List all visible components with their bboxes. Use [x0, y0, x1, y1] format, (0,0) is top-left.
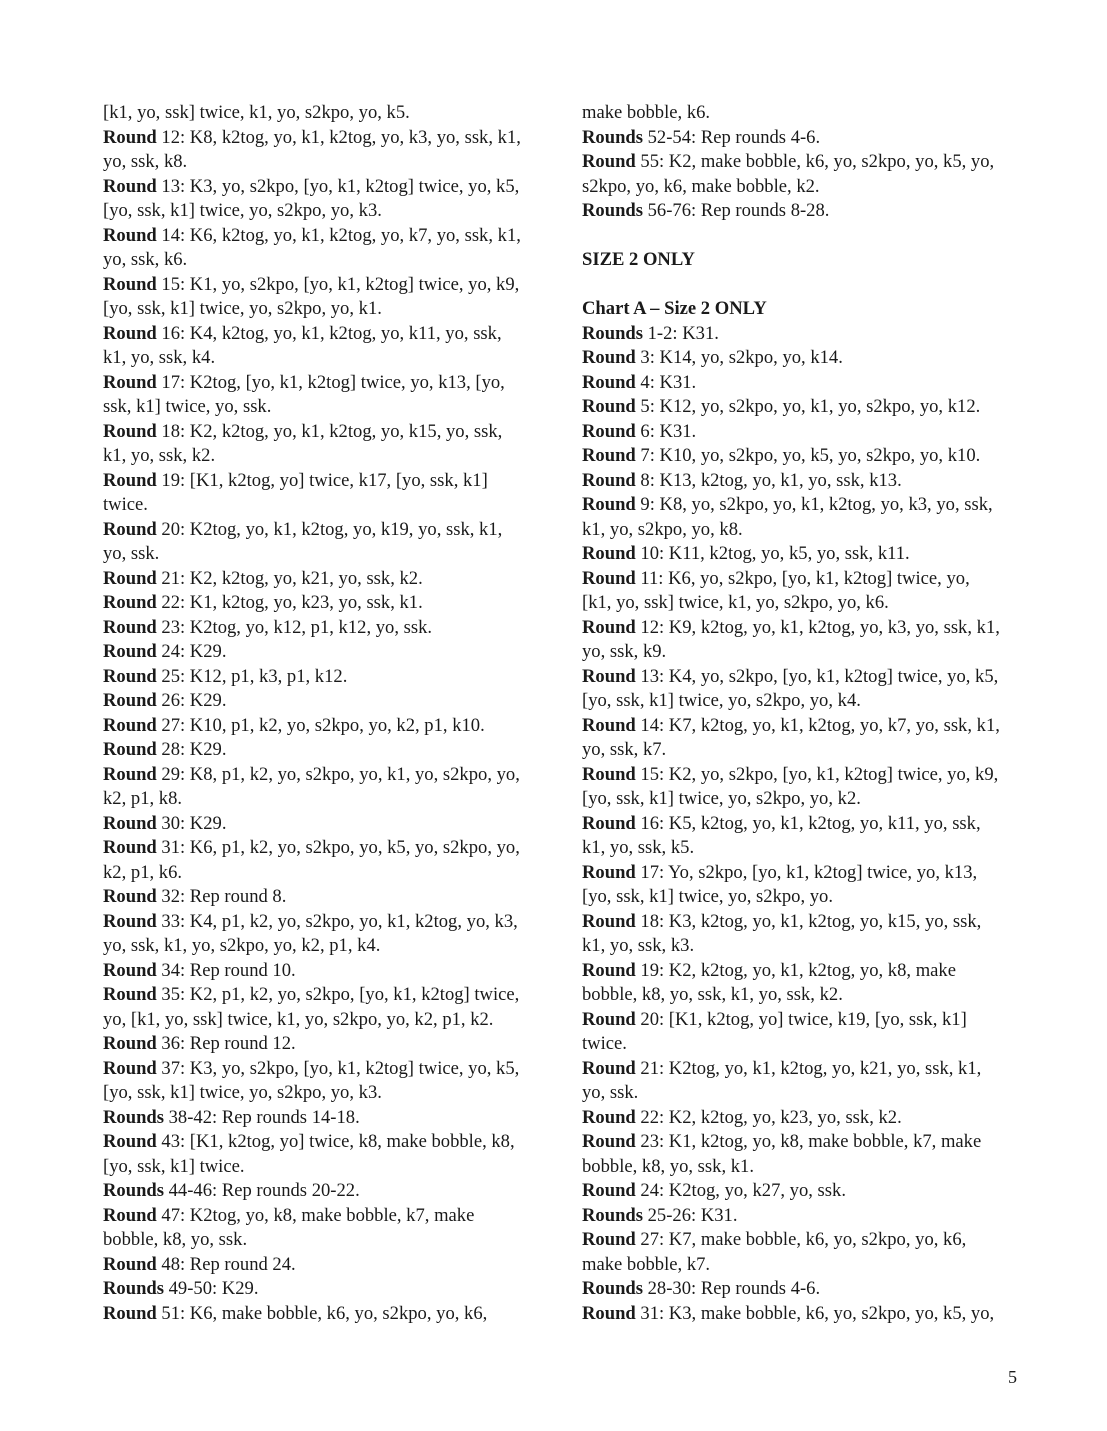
- instruction-line: [103, 297, 553, 322]
- round-label: Round: [103, 518, 157, 540]
- instruction-line: [103, 248, 553, 273]
- round-label: Rounds: [103, 1106, 164, 1128]
- instruction-line: [582, 1204, 1032, 1229]
- instruction-text: 29: K8, p1, k2, yo, s2kpo, yo, k1, yo, s2kpo, yo,: [156, 763, 520, 785]
- instruction-line: [582, 689, 1032, 714]
- instruction-line: [103, 738, 553, 763]
- instruction-text: 1-2: K31.: [642, 322, 719, 344]
- instruction-text: 28-30: Rep rounds 4-6.: [642, 1278, 821, 1299]
- instruction-text: 30: K29.: [156, 812, 227, 834]
- instruction-line: [103, 1106, 553, 1131]
- instruction-line: [103, 1130, 553, 1155]
- instruction-line: [103, 714, 553, 739]
- instruction-text: 4: K31.: [635, 371, 697, 393]
- instruction-line: [103, 1277, 553, 1302]
- instruction-text: 36: Rep round 12.: [156, 1033, 296, 1054]
- size-heading: SIZE 2 ONLY: [582, 249, 695, 270]
- instruction-text: k1, yo, ssk, k4.: [103, 347, 216, 368]
- instruction-line: [582, 126, 1032, 151]
- instruction-line: [582, 150, 1032, 175]
- instruction-text: 12: K8, k2tog, yo, k1, k2tog, yo, k3, yo, ssk, k1,: [156, 126, 521, 148]
- round-label: Round: [103, 420, 157, 442]
- instruction-line: [582, 787, 1032, 812]
- instruction-text: twice.: [582, 1033, 627, 1054]
- instruction-text: k2, p1, k8.: [103, 788, 183, 809]
- instruction-text: 51: K6, make bobble, k6, yo, s2kpo, yo, k6,: [156, 1302, 488, 1324]
- instruction-text: 21: K2tog, yo, k1, k2tog, yo, k21, yo, ssk, k1,: [635, 1057, 982, 1079]
- instruction-text: 47: K2tog, yo, k8, make bobble, k7, make: [156, 1204, 475, 1226]
- instruction-line: [103, 1081, 553, 1106]
- right-column: [582, 101, 1032, 1326]
- instruction-line: [103, 689, 553, 714]
- instruction-line: [582, 910, 1032, 935]
- round-label: Round: [103, 1253, 157, 1275]
- instruction-line: [103, 836, 553, 861]
- instruction-text: 56-76: Rep rounds 8-28.: [642, 200, 830, 221]
- instruction-text: yo, ssk, k7.: [582, 739, 667, 760]
- instruction-text: 15: K2, yo, s2kpo, [yo, k1, k2tog] twice, yo, k9,: [635, 763, 999, 785]
- instruction-line: [582, 1179, 1032, 1204]
- instruction-line: [103, 420, 553, 445]
- instruction-line: [582, 665, 1032, 690]
- instruction-text: [k1, yo, ssk] twice, k1, yo, s2kpo, yo, k6.: [582, 592, 889, 613]
- instruction-text: 17: Yo, s2kpo, [yo, k1, k2tog] twice, yo, k13,: [635, 861, 978, 883]
- instruction-text: 44-46: Rep rounds 20-22.: [163, 1180, 360, 1201]
- instruction-line: [582, 395, 1032, 420]
- round-label: Round: [582, 861, 636, 883]
- round-label: Round: [103, 126, 157, 148]
- instruction-line: [103, 175, 553, 200]
- instruction-text: 15: K1, yo, s2kpo, [yo, k1, k2tog] twice, yo, k9,: [156, 273, 520, 295]
- round-label: Round: [103, 886, 157, 907]
- instruction-line: [582, 1277, 1032, 1302]
- instruction-line: [103, 812, 553, 837]
- instruction-text: bobble, k8, yo, ssk.: [103, 1229, 248, 1250]
- instruction-text: 16: K5, k2tog, yo, k1, k2tog, yo, k11, yo, ssk,: [635, 812, 981, 834]
- round-label: Round: [582, 959, 636, 981]
- instruction-text: [k1, yo, ssk] twice, k1, yo, s2kpo, yo, k5.: [103, 102, 410, 123]
- instruction-line: [103, 934, 553, 959]
- instruction-line: [582, 738, 1032, 763]
- instruction-text: twice.: [103, 494, 148, 515]
- round-label: Round: [103, 567, 157, 589]
- instruction-line: [582, 1081, 1032, 1106]
- instruction-line: [582, 934, 1032, 959]
- instruction-line: [582, 199, 1032, 224]
- instruction-line: [582, 1228, 1032, 1253]
- round-label: Round: [582, 812, 636, 834]
- right-column-bottom-block: [582, 322, 1032, 1327]
- instruction-text: bobble, k8, yo, ssk, k1, yo, ssk, k2.: [582, 984, 843, 1005]
- instruction-line: [582, 346, 1032, 371]
- instruction-text: 26: K29.: [156, 690, 227, 711]
- instruction-line: [103, 1204, 553, 1229]
- instruction-text: [yo, ssk, k1] twice, yo, s2kpo, yo, k3.: [103, 200, 382, 221]
- instruction-line: [103, 665, 553, 690]
- instruction-line: [582, 493, 1032, 518]
- instruction-text: 20: [K1, k2tog, yo] twice, k19, [yo, ssk, k1]: [635, 1008, 967, 1030]
- instruction-text: 55: K2, make bobble, k6, yo, s2kpo, yo, k5, yo,: [635, 151, 995, 172]
- instruction-line: [582, 1032, 1032, 1057]
- chart-heading: Chart A – Size 2 ONLY: [582, 298, 767, 319]
- instruction-text: 5: K12, yo, s2kpo, yo, k1, yo, s2kpo, yo, k12.: [635, 396, 981, 417]
- instruction-line: [103, 567, 553, 592]
- instruction-line: [103, 1155, 553, 1180]
- instruction-line: [582, 567, 1032, 592]
- instruction-text: 32: Rep round 8.: [156, 886, 287, 907]
- instruction-text: 20: K2tog, yo, k1, k2tog, yo, k19, yo, ssk, k1,: [156, 518, 503, 540]
- round-label: Round: [103, 641, 157, 662]
- instruction-text: yo, ssk, k6.: [103, 249, 188, 270]
- spacer: [582, 224, 1032, 249]
- instruction-text: 22: K2, k2tog, yo, k23, yo, ssk, k2.: [635, 1106, 902, 1128]
- instruction-line: [582, 322, 1032, 347]
- instruction-text: 24: K2tog, yo, k27, yo, ssk.: [635, 1180, 846, 1201]
- instruction-line: [103, 983, 553, 1008]
- instruction-line: [103, 1228, 553, 1253]
- round-label: Round: [582, 371, 636, 393]
- instruction-line: [582, 1106, 1032, 1131]
- round-label: Round: [103, 616, 157, 638]
- round-label: Round: [582, 420, 636, 442]
- instruction-text: 38-42: Rep rounds 14-18.: [163, 1106, 360, 1128]
- instruction-line: [582, 885, 1032, 910]
- round-label: Rounds: [103, 1278, 164, 1299]
- round-label: Round: [103, 1302, 157, 1324]
- instruction-line: [103, 763, 553, 788]
- instruction-text: [yo, ssk, k1] twice, yo, s2kpo, yo.: [582, 886, 833, 907]
- instruction-text: [yo, ssk, k1] twice, yo, s2kpo, yo, k4.: [582, 690, 861, 711]
- round-label: Round: [582, 1302, 636, 1324]
- instruction-line: [103, 224, 553, 249]
- round-label: Round: [103, 1057, 157, 1079]
- instruction-line: [582, 101, 1032, 126]
- round-label: Rounds: [582, 322, 643, 344]
- round-label: Round: [103, 714, 157, 736]
- instruction-text: 21: K2, k2tog, yo, k21, yo, ssk, k2.: [156, 567, 423, 589]
- instruction-text: 8: K13, k2tog, yo, k1, yo, ssk, k13.: [635, 469, 902, 491]
- instruction-line: [582, 959, 1032, 984]
- round-label: Round: [582, 445, 636, 466]
- instruction-line: [582, 175, 1032, 200]
- round-label: Round: [582, 616, 636, 638]
- round-label: Round: [582, 1008, 636, 1030]
- instruction-text: 10: K11, k2tog, yo, k5, yo, ssk, k11.: [635, 543, 910, 564]
- instruction-text: 34: Rep round 10.: [156, 959, 296, 981]
- round-label: Round: [103, 322, 157, 344]
- instruction-text: 13: K4, yo, s2kpo, [yo, k1, k2tog] twice, yo, k5,: [635, 665, 999, 687]
- instruction-line: [103, 640, 553, 665]
- round-label: Round: [103, 739, 157, 760]
- instruction-text: 14: K6, k2tog, yo, k1, k2tog, yo, k7, yo, ssk, k1,: [156, 224, 521, 246]
- instruction-line: [582, 469, 1032, 494]
- instruction-text: 23: K1, k2tog, yo, k8, make bobble, k7, make: [635, 1131, 982, 1152]
- instruction-line: [103, 444, 553, 469]
- round-label: Round: [582, 567, 636, 589]
- instruction-line: [103, 322, 553, 347]
- instruction-line: [582, 836, 1032, 861]
- instruction-line: [103, 126, 553, 151]
- round-label: Round: [582, 396, 636, 417]
- left-column: [103, 101, 553, 1326]
- instruction-line: [582, 616, 1032, 641]
- page-number: 5: [1008, 1367, 1017, 1387]
- round-label: Rounds: [103, 1180, 164, 1201]
- instruction-text: 19: [K1, k2tog, yo] twice, k17, [yo, ssk, k1]: [156, 469, 488, 491]
- instruction-line: [103, 493, 553, 518]
- round-label: Round: [103, 665, 157, 687]
- instruction-text: k1, yo, ssk, k3.: [582, 935, 695, 956]
- instruction-line: [103, 150, 553, 175]
- instruction-text: [yo, ssk, k1] twice, yo, s2kpo, yo, k3.: [103, 1082, 382, 1103]
- instruction-text: 31: K3, make bobble, k6, yo, s2kpo, yo, k5, yo,: [635, 1302, 995, 1324]
- round-label: Round: [103, 175, 157, 197]
- instruction-text: 6: K31.: [635, 420, 697, 442]
- instruction-text: 18: K2, k2tog, yo, k1, k2tog, yo, k15, yo, ssk,: [156, 420, 503, 442]
- instruction-line: [103, 1179, 553, 1204]
- instruction-text: 14: K7, k2tog, yo, k1, k2tog, yo, k7, yo, ssk, k1,: [635, 714, 1000, 736]
- instruction-line: [103, 395, 553, 420]
- round-label: Round: [103, 469, 157, 491]
- instruction-text: 16: K4, k2tog, yo, k1, k2tog, yo, k11, yo, ssk,: [156, 322, 502, 344]
- instruction-text: 28: K29.: [156, 739, 227, 760]
- instruction-line: [582, 861, 1032, 886]
- round-label: Round: [582, 347, 636, 368]
- instruction-text: 12: K9, k2tog, yo, k1, k2tog, yo, k3, yo, ssk, k1,: [635, 616, 1000, 638]
- instruction-text: 48: Rep round 24.: [156, 1253, 296, 1275]
- round-label: Round: [103, 690, 157, 711]
- instruction-text: 35: K2, p1, k2, yo, s2kpo, [yo, k1, k2tog] twice,: [156, 984, 520, 1005]
- instruction-line: [103, 959, 553, 984]
- instruction-line: [582, 1302, 1032, 1327]
- instruction-text: bobble, k8, yo, ssk, k1.: [582, 1155, 754, 1177]
- instruction-line: [103, 885, 553, 910]
- instruction-line: [103, 591, 553, 616]
- instruction-line: [582, 812, 1032, 837]
- instruction-line: [103, 1057, 553, 1082]
- instruction-line: [103, 346, 553, 371]
- round-label: Round: [582, 910, 636, 932]
- instruction-line: [582, 1008, 1032, 1033]
- instruction-text: ssk, k1] twice, yo, ssk.: [103, 396, 272, 417]
- instruction-text: k1, yo, s2kpo, yo, k8.: [582, 518, 743, 540]
- instruction-line: [103, 1302, 553, 1327]
- instruction-line: [582, 1253, 1032, 1278]
- round-label: Round: [103, 763, 157, 785]
- instruction-line: [103, 787, 553, 812]
- instruction-text: 11: K6, yo, s2kpo, [yo, k1, k2tog] twice, yo,: [635, 567, 970, 589]
- instruction-line: [582, 444, 1032, 469]
- round-label: Round: [103, 1204, 157, 1226]
- instruction-text: yo, [k1, yo, ssk] twice, k1, yo, s2kpo, yo, k2, p1, k2.: [103, 1008, 494, 1030]
- round-label: Round: [103, 1033, 157, 1054]
- round-label: Round: [582, 151, 636, 172]
- instruction-line: [582, 518, 1032, 543]
- round-label: Round: [103, 837, 157, 858]
- instruction-text: s2kpo, yo, k6, make bobble, k2.: [582, 175, 820, 197]
- instruction-text: [yo, ssk, k1] twice, yo, s2kpo, yo, k1.: [103, 298, 382, 319]
- instruction-line: [582, 640, 1032, 665]
- round-label: Rounds: [582, 200, 643, 221]
- instruction-text: [yo, ssk, k1] twice, yo, s2kpo, yo, k2.: [582, 788, 861, 809]
- instruction-line: [103, 469, 553, 494]
- round-label: Round: [103, 910, 157, 932]
- instruction-text: 27: K10, p1, k2, yo, s2kpo, yo, k2, p1, k10.: [156, 714, 485, 736]
- instruction-text: 19: K2, k2tog, yo, k1, k2tog, yo, k8, make: [635, 959, 956, 981]
- instruction-line: [103, 518, 553, 543]
- instruction-text: 37: K3, yo, s2kpo, [yo, k1, k2tog] twice, yo, k5,: [156, 1057, 520, 1079]
- round-label: Round: [103, 224, 157, 246]
- round-label: Round: [103, 984, 157, 1005]
- instruction-line: [103, 616, 553, 641]
- round-label: Round: [582, 543, 636, 564]
- instruction-line: [103, 910, 553, 935]
- spacer: [582, 273, 1032, 298]
- instruction-text: 43: [K1, k2tog, yo] twice, k8, make bobble, k8,: [156, 1131, 515, 1152]
- instruction-line: [582, 542, 1032, 567]
- round-label: Round: [582, 665, 636, 687]
- instruction-text: 3: K14, yo, s2kpo, yo, k14.: [635, 347, 843, 368]
- instruction-text: 9: K8, yo, s2kpo, yo, k1, k2tog, yo, k3, yo, ssk,: [635, 494, 993, 515]
- round-label: Round: [582, 469, 636, 491]
- round-label: Rounds: [582, 1204, 643, 1226]
- round-label: Round: [582, 494, 636, 515]
- instruction-text: yo, ssk.: [103, 543, 160, 564]
- right-column-top-block: [582, 101, 1032, 224]
- round-label: Round: [582, 763, 636, 785]
- round-label: Round: [103, 592, 157, 613]
- instruction-text: 27: K7, make bobble, k6, yo, s2kpo, yo, k6,: [635, 1229, 967, 1250]
- round-label: Rounds: [582, 1278, 643, 1299]
- instruction-line: [582, 714, 1032, 739]
- round-label: Round: [582, 714, 636, 736]
- instruction-text: 13: K3, yo, s2kpo, [yo, k1, k2tog] twice, yo, k5,: [156, 175, 520, 197]
- round-label: Round: [582, 1106, 636, 1128]
- round-label: Round: [103, 959, 157, 981]
- round-label: Round: [103, 1131, 157, 1152]
- instruction-text: k1, yo, ssk, k5.: [582, 837, 695, 858]
- instruction-text: 22: K1, k2tog, yo, k23, yo, ssk, k1.: [156, 592, 423, 613]
- instruction-text: k1, yo, ssk, k2.: [103, 445, 216, 466]
- instruction-text: 17: K2tog, [yo, k1, k2tog] twice, yo, k13, [yo,: [156, 371, 505, 393]
- round-label: Round: [582, 1057, 636, 1079]
- instruction-text: yo, ssk, k9.: [582, 641, 667, 662]
- instruction-line: [582, 1155, 1032, 1180]
- instruction-text: yo, ssk, k8.: [103, 151, 188, 172]
- instruction-line: [582, 1057, 1032, 1082]
- instruction-line: [103, 1253, 553, 1278]
- instruction-line: [103, 371, 553, 396]
- instruction-line: [103, 199, 553, 224]
- instruction-line: [103, 1032, 553, 1057]
- instruction-line: [103, 273, 553, 298]
- instruction-text: 23: K2tog, yo, k12, p1, k12, yo, ssk.: [156, 616, 433, 638]
- round-label: Round: [103, 273, 157, 295]
- instruction-line: [103, 1008, 553, 1033]
- instruction-line: [103, 542, 553, 567]
- instruction-line: [103, 861, 553, 886]
- instruction-line: [103, 101, 553, 126]
- round-label: Round: [103, 371, 157, 393]
- instruction-text: 31: K6, p1, k2, yo, s2kpo, yo, k5, yo, s2kpo, yo,: [156, 837, 520, 858]
- instruction-text: yo, ssk, k1, yo, s2kpo, yo, k2, p1, k4.: [103, 935, 381, 956]
- instruction-text: yo, ssk.: [582, 1082, 639, 1103]
- round-label: Round: [582, 1131, 636, 1152]
- instruction-text: 7: K10, yo, s2kpo, yo, k5, yo, s2kpo, yo, k10.: [635, 445, 981, 466]
- instruction-text: make bobble, k6.: [582, 102, 711, 123]
- instruction-text: 52-54: Rep rounds 4-6.: [642, 126, 821, 148]
- instruction-text: [yo, ssk, k1] twice.: [103, 1155, 245, 1177]
- round-label: Round: [582, 1229, 636, 1250]
- round-label: Round: [582, 1180, 636, 1201]
- round-label: Rounds: [582, 126, 643, 148]
- instruction-line: [582, 763, 1032, 788]
- instruction-line: [582, 420, 1032, 445]
- instruction-text: 25-26: K31.: [642, 1204, 738, 1226]
- instruction-line: [582, 1130, 1032, 1155]
- instruction-text: make bobble, k7.: [582, 1253, 711, 1275]
- instruction-text: 24: K29.: [156, 641, 227, 662]
- instruction-line: [582, 983, 1032, 1008]
- instruction-text: 25: K12, p1, k3, p1, k12.: [156, 665, 348, 687]
- instruction-text: 18: K3, k2tog, yo, k1, k2tog, yo, k15, yo, ssk,: [635, 910, 982, 932]
- instruction-line: [582, 591, 1032, 616]
- instruction-line: [582, 371, 1032, 396]
- instruction-text: k2, p1, k6.: [103, 861, 183, 883]
- instruction-text: 33: K4, p1, k2, yo, s2kpo, yo, k1, k2tog, yo, k3,: [156, 910, 518, 932]
- instruction-text: 49-50: K29.: [163, 1278, 259, 1299]
- round-label: Round: [103, 812, 157, 834]
